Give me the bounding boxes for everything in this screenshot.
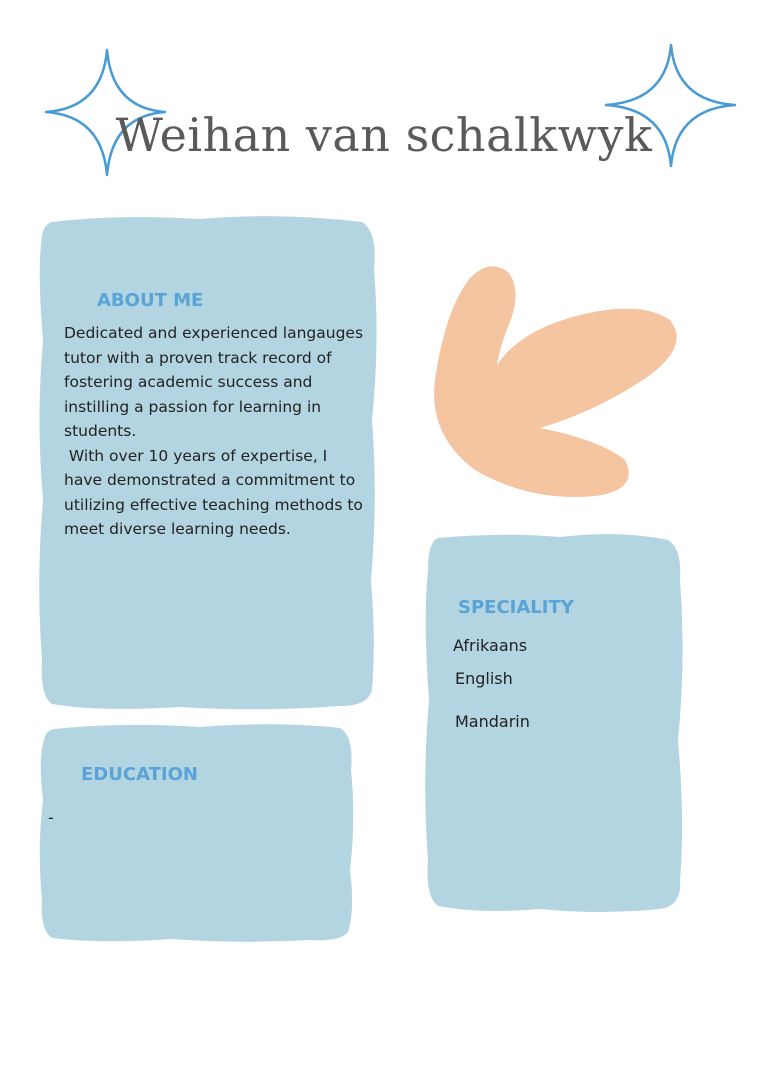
education-heading: EDUCATION — [81, 764, 198, 785]
about-line: students. — [64, 422, 137, 440]
page-title: Weihan van schalkwyk — [115, 108, 653, 162]
speciality-item: Afrikaans — [453, 636, 528, 655]
leaf-blob-shape — [434, 266, 677, 497]
about-line: tutor with a proven track record of — [64, 348, 332, 367]
about-line: have demonstrated a commitment to — [64, 471, 356, 489]
about-line: meet diverse learning needs. — [64, 520, 291, 538]
about-line: instilling a passion for learning in — [64, 397, 322, 416]
about-line: Dedicated and experienced langauges — [64, 324, 364, 342]
education-panel — [40, 724, 354, 942]
education-entry: - — [48, 808, 54, 827]
speciality-item: English — [455, 669, 513, 688]
about-line: fostering academic success and — [64, 373, 313, 391]
speciality-heading: SPECIALITY — [458, 597, 574, 618]
about-text — [64, 321, 363, 542]
about-heading: ABOUT ME — [97, 290, 204, 311]
about-line: With over 10 years of expertise, I — [64, 446, 328, 465]
speciality-item: Mandarin — [455, 712, 530, 731]
about-line: utilizing effective teaching methods to — [64, 495, 363, 514]
